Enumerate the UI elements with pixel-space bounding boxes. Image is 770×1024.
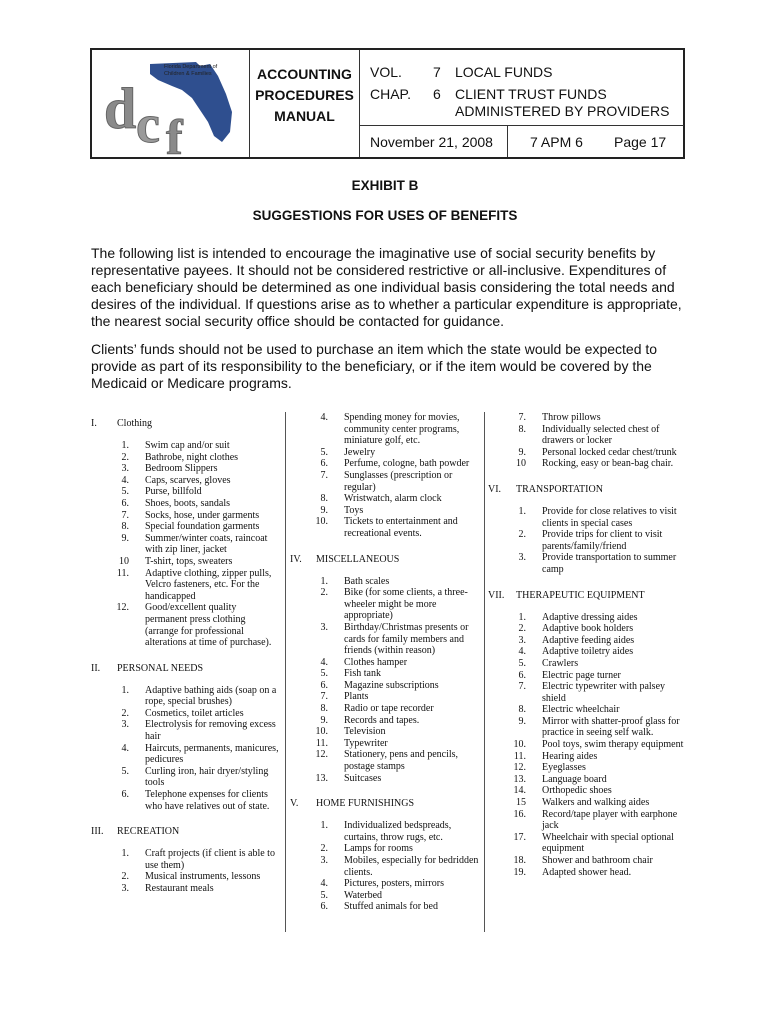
list-item bbox=[290, 493, 480, 505]
item-text: Individually selected chest of drawers or locker bbox=[542, 423, 660, 447]
section-transportation bbox=[488, 484, 688, 496]
list-item bbox=[290, 855, 480, 878]
list-item bbox=[91, 685, 281, 708]
item-text: Swim cap and/or suit bbox=[145, 440, 230, 451]
column-2 bbox=[290, 412, 480, 913]
chap-number: 6 bbox=[433, 86, 441, 102]
item-text: Birthday/Christmas presents or cards for family members and friends (within reason) bbox=[344, 621, 469, 657]
item-number: 5. bbox=[518, 657, 526, 669]
list-item bbox=[290, 773, 480, 785]
item-number: 1. bbox=[121, 440, 129, 451]
item-number: 2. bbox=[320, 587, 328, 599]
item-number: 3. bbox=[320, 621, 328, 633]
list-item bbox=[488, 506, 688, 529]
item-text: Personal locked cedar chest/trunk bbox=[542, 446, 677, 458]
item-number: 9. bbox=[320, 714, 328, 726]
item-text: Records and tapes. bbox=[344, 714, 420, 726]
list-item bbox=[488, 670, 688, 682]
item-number: 3. bbox=[320, 855, 328, 866]
item-text: Individualized bedspreads, curtains, throw rugs, etc. bbox=[344, 820, 452, 843]
list-item bbox=[488, 762, 688, 774]
list-item bbox=[290, 726, 480, 738]
item-number: 9. bbox=[121, 532, 129, 544]
item-number: 12. bbox=[116, 602, 129, 614]
section-title: PERSONAL NEEDS bbox=[117, 662, 204, 674]
section-home-furnishings bbox=[290, 798, 480, 810]
item-number: 6. bbox=[518, 669, 526, 681]
vol-number: 7 bbox=[433, 64, 441, 80]
item-number: 2. bbox=[518, 623, 526, 635]
item-text: Sunglasses (prescription or regular) bbox=[344, 469, 453, 493]
svg-text:d: d bbox=[104, 76, 137, 141]
item-number: 3. bbox=[121, 883, 129, 894]
list-item bbox=[290, 843, 480, 855]
item-text: Provide for close relatives to visit clients in special cases bbox=[542, 505, 677, 529]
item-number: 2. bbox=[320, 843, 328, 855]
item-text: Shoes, boots, sandals bbox=[145, 497, 230, 509]
item-text: Craft projects (if client is able to use them) bbox=[145, 848, 275, 871]
list-item bbox=[488, 412, 688, 424]
title-line-3: MANUAL bbox=[274, 108, 335, 124]
list-item bbox=[488, 424, 688, 447]
list-item bbox=[91, 498, 281, 510]
list-item bbox=[290, 458, 480, 470]
list-item bbox=[488, 832, 688, 855]
home-furnishings-list bbox=[290, 820, 480, 913]
item-number: 1. bbox=[518, 505, 526, 517]
item-number: 5. bbox=[320, 668, 328, 680]
item-text: Bath scales bbox=[344, 575, 390, 587]
section-miscellaneous bbox=[290, 554, 480, 566]
item-number: 2. bbox=[518, 529, 526, 541]
item-number: 11. bbox=[315, 737, 328, 749]
item-text: Restaurant meals bbox=[145, 883, 214, 894]
list-item bbox=[290, 738, 480, 750]
list-item bbox=[91, 440, 281, 452]
section-title: TRANSPORTATION bbox=[516, 483, 603, 495]
list-item bbox=[290, 691, 480, 703]
item-text: Electrolysis for removing excess hair bbox=[145, 719, 276, 743]
item-number: 1. bbox=[121, 848, 129, 860]
header-box bbox=[90, 48, 685, 159]
item-text: Orthopedic shoes bbox=[542, 785, 612, 797]
item-text: Wheelchair with special optional equipment bbox=[542, 831, 674, 855]
list-item bbox=[488, 751, 688, 763]
item-number: 9. bbox=[320, 504, 328, 516]
list-item bbox=[290, 749, 480, 772]
item-number: 6. bbox=[121, 789, 129, 801]
section-numeral: IV. bbox=[290, 553, 302, 565]
section-title: THERAPEUTIC EQUIPMENT bbox=[516, 589, 645, 601]
item-text: Stuffed animals for bed bbox=[344, 901, 438, 913]
list-item bbox=[91, 708, 281, 720]
item-number: 6. bbox=[320, 901, 328, 913]
item-text: Throw pillows bbox=[542, 412, 601, 423]
item-number: 8. bbox=[518, 704, 526, 716]
list-item bbox=[488, 552, 688, 575]
document-subtitle: SUGGESTIONS FOR USES OF BENEFITS bbox=[252, 208, 518, 223]
section-title: RECREATION bbox=[117, 826, 180, 838]
item-number: 8. bbox=[121, 521, 129, 533]
list-item bbox=[488, 635, 688, 647]
list-item bbox=[290, 715, 480, 727]
item-text: Magazine subscriptions bbox=[344, 679, 439, 691]
item-text: Lamps for rooms bbox=[344, 843, 413, 855]
item-number: 10. bbox=[315, 516, 328, 528]
item-text: Purse, billfold bbox=[145, 486, 202, 498]
item-text: Provide transportation to summer camp bbox=[542, 552, 677, 575]
list-item bbox=[290, 668, 480, 680]
item-text: Musical instruments, lessons bbox=[145, 871, 261, 883]
item-number: 10. bbox=[513, 739, 526, 751]
section-title: Clothing bbox=[117, 418, 153, 429]
date-divider bbox=[507, 125, 508, 157]
item-number: 1. bbox=[320, 575, 328, 587]
item-number: 6. bbox=[320, 458, 328, 470]
item-text: Toys bbox=[344, 504, 364, 516]
list-item bbox=[290, 470, 480, 493]
item-number: 3. bbox=[121, 719, 129, 731]
list-item bbox=[488, 739, 688, 751]
list-item bbox=[488, 458, 688, 470]
svg-text:Children & Families: Children & Families bbox=[164, 71, 212, 77]
item-text: Cosmetics, toilet articles bbox=[145, 707, 244, 719]
vol-label: VOL. bbox=[370, 64, 402, 80]
chap-title-2: ADMINISTERED BY PROVIDERS bbox=[455, 103, 670, 119]
item-number: 5. bbox=[121, 765, 129, 777]
list-item bbox=[290, 505, 480, 517]
item-text: Tickets to entertainment and recreational events. bbox=[344, 516, 458, 539]
list-item bbox=[290, 516, 480, 539]
item-number: 12. bbox=[315, 749, 328, 761]
item-number: 10. bbox=[315, 726, 328, 738]
item-text: Language board bbox=[542, 773, 607, 785]
item-text: Adaptive feeding aides bbox=[542, 634, 635, 646]
list-item bbox=[488, 704, 688, 716]
list-item bbox=[488, 774, 688, 786]
list-item bbox=[91, 521, 281, 533]
list-item bbox=[91, 789, 281, 812]
revision-date: November 21, 2008 bbox=[370, 134, 493, 150]
item-number: 17. bbox=[513, 831, 526, 843]
item-number: 7. bbox=[320, 469, 328, 481]
list-item bbox=[488, 623, 688, 635]
column-3 bbox=[488, 412, 688, 878]
item-text: Perfume, cologne, bath powder bbox=[344, 458, 470, 470]
item-text: Walkers and walking aides bbox=[542, 797, 650, 809]
therapeutic-equipment-list bbox=[488, 612, 688, 879]
section-personal-needs bbox=[91, 663, 281, 675]
item-number: 11. bbox=[513, 750, 526, 762]
manual-title bbox=[249, 50, 359, 157]
list-item bbox=[91, 719, 281, 742]
list-item bbox=[290, 587, 480, 622]
item-text: Curling iron, hair dryer/styling tools bbox=[145, 765, 269, 789]
item-number: 5. bbox=[121, 486, 129, 498]
list-item bbox=[290, 820, 480, 843]
item-text: Jewelry bbox=[344, 446, 376, 458]
item-number: 16. bbox=[513, 808, 526, 820]
transportation-list bbox=[488, 506, 688, 576]
item-text: Bathrobe, night clothes bbox=[145, 451, 239, 463]
column-1 bbox=[91, 412, 281, 895]
intro-paragraph: The following list is intended to encourage the imaginative use of social security benefits by representative payees. It should not be considered restrictive or all-inclusive. Expenditures of each beneficiary should be determined as one individual basis considering the total needs and desires of the individual. If questions arise as to whether a particular expenditure is appropriate, the nearest social security office should be contacted for guidance. bbox=[91, 245, 682, 329]
item-text: Haircuts, permanents, manicures, pedicures bbox=[145, 742, 279, 766]
item-number: 14. bbox=[513, 785, 526, 797]
item-text: Suitcases bbox=[344, 772, 382, 784]
item-text: Record/tape player with earphone jack bbox=[542, 808, 678, 832]
item-text: Electric typewriter with palsey shield bbox=[542, 681, 666, 704]
item-number: 4. bbox=[320, 878, 328, 890]
list-item bbox=[488, 716, 688, 739]
item-number: 2. bbox=[121, 871, 129, 883]
item-text: Spending money for movies, community center programs, miniature golf, etc. bbox=[344, 412, 460, 447]
item-text: Socks, hose, under garments bbox=[145, 509, 260, 521]
item-text: T-shirt, tops, sweaters bbox=[145, 555, 233, 567]
item-text: Typewriter bbox=[344, 737, 388, 749]
section-numeral: VI. bbox=[488, 483, 502, 495]
dcf-logo bbox=[92, 50, 249, 157]
item-number: 3. bbox=[121, 463, 129, 475]
list-item bbox=[488, 447, 688, 459]
clothing-list bbox=[91, 440, 281, 649]
item-number: 5. bbox=[320, 446, 328, 458]
item-number: 1. bbox=[320, 820, 328, 832]
restriction-paragraph: Clients’ funds should not be used to purchase an item which the state would be expected to provide as part of its responsibility to the beneficiary, or if the item would be covered by the Medicaid or Medicare programs. bbox=[91, 341, 658, 391]
page-number: Page 17 bbox=[614, 134, 667, 150]
list-item bbox=[91, 568, 281, 603]
section-therapeutic-equipment bbox=[488, 590, 688, 602]
list-item bbox=[290, 680, 480, 692]
section-title: HOME FURNISHINGS bbox=[316, 798, 415, 810]
item-number: 18. bbox=[513, 855, 526, 866]
item-number: 7. bbox=[320, 691, 328, 703]
item-number: 3. bbox=[518, 552, 526, 564]
item-number: 8. bbox=[518, 423, 526, 435]
list-item bbox=[290, 412, 480, 447]
item-number: 9. bbox=[518, 446, 526, 458]
item-number: 4. bbox=[518, 646, 526, 658]
item-text: Adaptive clothing, zipper pulls, Velcro fasteners, etc. For the handicapped bbox=[145, 567, 272, 602]
item-text: Fish tank bbox=[344, 668, 381, 680]
item-text: Adaptive bathing aids (soap on a rope, special brushes) bbox=[145, 684, 277, 708]
list-item bbox=[91, 533, 281, 556]
item-number: 15 bbox=[516, 797, 526, 809]
home-furnishings-continued-list bbox=[488, 412, 688, 470]
item-text: Clothes hamper bbox=[344, 656, 408, 668]
list-item bbox=[488, 529, 688, 552]
item-number: 4. bbox=[121, 742, 129, 754]
item-text: Pool toys, swim therapy equipment bbox=[542, 739, 684, 751]
item-number: 11. bbox=[116, 567, 129, 579]
item-text: Telephone expenses for clients who have relatives out of state. bbox=[145, 789, 270, 812]
list-item bbox=[91, 743, 281, 766]
chap-label: CHAP. bbox=[370, 86, 411, 102]
section-recreation bbox=[91, 826, 281, 838]
list-item bbox=[488, 809, 688, 832]
list-item bbox=[91, 475, 281, 487]
exhibit-title: EXHIBIT B bbox=[351, 178, 419, 193]
item-number: 7. bbox=[121, 509, 129, 521]
chap-title-1: CLIENT TRUST FUNDS bbox=[455, 86, 607, 102]
list-item bbox=[290, 901, 480, 913]
item-number: 6. bbox=[320, 679, 328, 691]
list-item bbox=[91, 871, 281, 883]
personal-needs-list bbox=[91, 685, 281, 813]
volume-chapter-box bbox=[359, 50, 684, 126]
item-number: 19. bbox=[513, 866, 526, 878]
list-item bbox=[290, 878, 480, 890]
list-item bbox=[488, 612, 688, 624]
item-number: 3. bbox=[518, 634, 526, 646]
list-item bbox=[290, 622, 480, 657]
item-number: 4. bbox=[121, 474, 129, 486]
item-text: Television bbox=[344, 726, 386, 738]
list-item bbox=[91, 602, 281, 648]
item-number: 7. bbox=[518, 681, 526, 693]
item-number: 4. bbox=[320, 656, 328, 668]
item-text: Electric page turner bbox=[542, 669, 621, 681]
item-text: Adaptive dressing aides bbox=[542, 611, 638, 623]
section-title: MISCELLANEOUS bbox=[316, 553, 400, 565]
vol-title: LOCAL FUNDS bbox=[455, 64, 553, 80]
item-text: Mirror with shatter-proof glass for practice in seeing self walk. bbox=[542, 715, 680, 739]
list-item bbox=[488, 658, 688, 670]
item-text: Plants bbox=[344, 691, 369, 703]
item-text: Electric wheelchair bbox=[542, 704, 620, 716]
item-number: 7. bbox=[518, 412, 526, 423]
item-text: Waterbed bbox=[344, 889, 383, 901]
section-numeral: V. bbox=[290, 798, 299, 810]
item-text: Hearing aides bbox=[542, 750, 598, 762]
list-item bbox=[91, 556, 281, 568]
item-number: 6. bbox=[121, 497, 129, 509]
item-text: Shower and bathroom chair bbox=[542, 855, 653, 866]
item-number: 1. bbox=[518, 611, 526, 623]
section-clothing bbox=[91, 418, 281, 430]
list-item bbox=[91, 510, 281, 522]
item-text: Provide trips for client to visit parents/family/friend bbox=[542, 529, 663, 552]
list-item bbox=[91, 766, 281, 789]
list-item bbox=[488, 797, 688, 809]
date-page-row bbox=[359, 125, 684, 157]
list-item bbox=[488, 785, 688, 797]
item-number: 13. bbox=[513, 773, 526, 785]
svg-text:c: c bbox=[136, 94, 160, 154]
section-numeral: III. bbox=[91, 826, 104, 838]
section-numeral: VII. bbox=[488, 589, 505, 601]
item-number: 10 bbox=[119, 555, 129, 567]
item-text: Stationery, pens and pencils, postage stamps bbox=[344, 749, 459, 773]
item-text: Summer/winter coats, raincoat with zip liner, jacket bbox=[145, 532, 268, 556]
svg-text:f: f bbox=[166, 109, 183, 157]
item-text: Adaptive toiletry aides bbox=[542, 646, 634, 658]
list-item bbox=[91, 486, 281, 498]
list-item bbox=[290, 703, 480, 715]
item-number: 13. bbox=[315, 772, 328, 784]
item-number: 8. bbox=[320, 493, 328, 505]
miscellaneous-list bbox=[290, 576, 480, 785]
item-text: Wristwatch, alarm clock bbox=[344, 493, 442, 505]
section-numeral: I. bbox=[91, 418, 97, 429]
item-text: Adaptive book holders bbox=[542, 623, 634, 635]
list-item bbox=[91, 883, 281, 895]
item-text: Rocking, easy or bean-bag chair. bbox=[542, 458, 674, 470]
title-line-1: ACCOUNTING bbox=[257, 66, 352, 82]
item-text: Adapted shower head. bbox=[542, 866, 632, 878]
column-divider-1 bbox=[285, 412, 286, 932]
manual-reference: 7 APM 6 bbox=[530, 134, 583, 150]
list-item bbox=[488, 681, 688, 704]
list-item bbox=[290, 657, 480, 669]
item-text: Good/excellent quality permanent press clothing (arrange for professional alterations at time of purchase). bbox=[145, 602, 272, 649]
recreation-list bbox=[91, 848, 281, 894]
item-text: Eyeglasses bbox=[542, 762, 586, 774]
item-number: 12. bbox=[513, 762, 526, 774]
item-text: Crawlers bbox=[542, 657, 579, 669]
list-item bbox=[91, 452, 281, 464]
item-text: Special foundation garments bbox=[145, 521, 260, 533]
item-text: Mobiles, especially for bedridden clients. bbox=[344, 855, 479, 878]
item-text: Bike (for some clients, a three-wheeler might be more appropriate) bbox=[344, 587, 468, 622]
item-number: 5. bbox=[320, 889, 328, 901]
list-item bbox=[290, 447, 480, 459]
section-numeral: II. bbox=[91, 662, 101, 674]
item-number: 1. bbox=[121, 684, 129, 696]
list-item bbox=[290, 890, 480, 902]
item-text: Radio or tape recorder bbox=[344, 703, 434, 715]
item-number: 2. bbox=[121, 707, 129, 719]
list-item bbox=[488, 867, 688, 879]
item-number: 2. bbox=[121, 451, 129, 463]
item-text: Caps, scarves, gloves bbox=[145, 474, 231, 486]
list-item bbox=[290, 576, 480, 588]
list-item bbox=[91, 463, 281, 475]
item-number: 10 bbox=[516, 458, 526, 470]
item-number: 9. bbox=[518, 715, 526, 727]
item-text: Bedroom Slippers bbox=[145, 463, 218, 475]
recreation-continued-list bbox=[290, 412, 480, 540]
list-item bbox=[91, 848, 281, 871]
column-divider-2 bbox=[484, 412, 485, 932]
item-number: 4. bbox=[320, 412, 328, 423]
logo-org-text: Florida Department of bbox=[164, 64, 218, 70]
item-number: 8. bbox=[320, 703, 328, 715]
item-text: Pictures, posters, mirrors bbox=[344, 878, 444, 890]
list-item bbox=[488, 855, 688, 867]
list-item bbox=[488, 646, 688, 658]
title-line-2: PROCEDURES bbox=[255, 87, 354, 103]
